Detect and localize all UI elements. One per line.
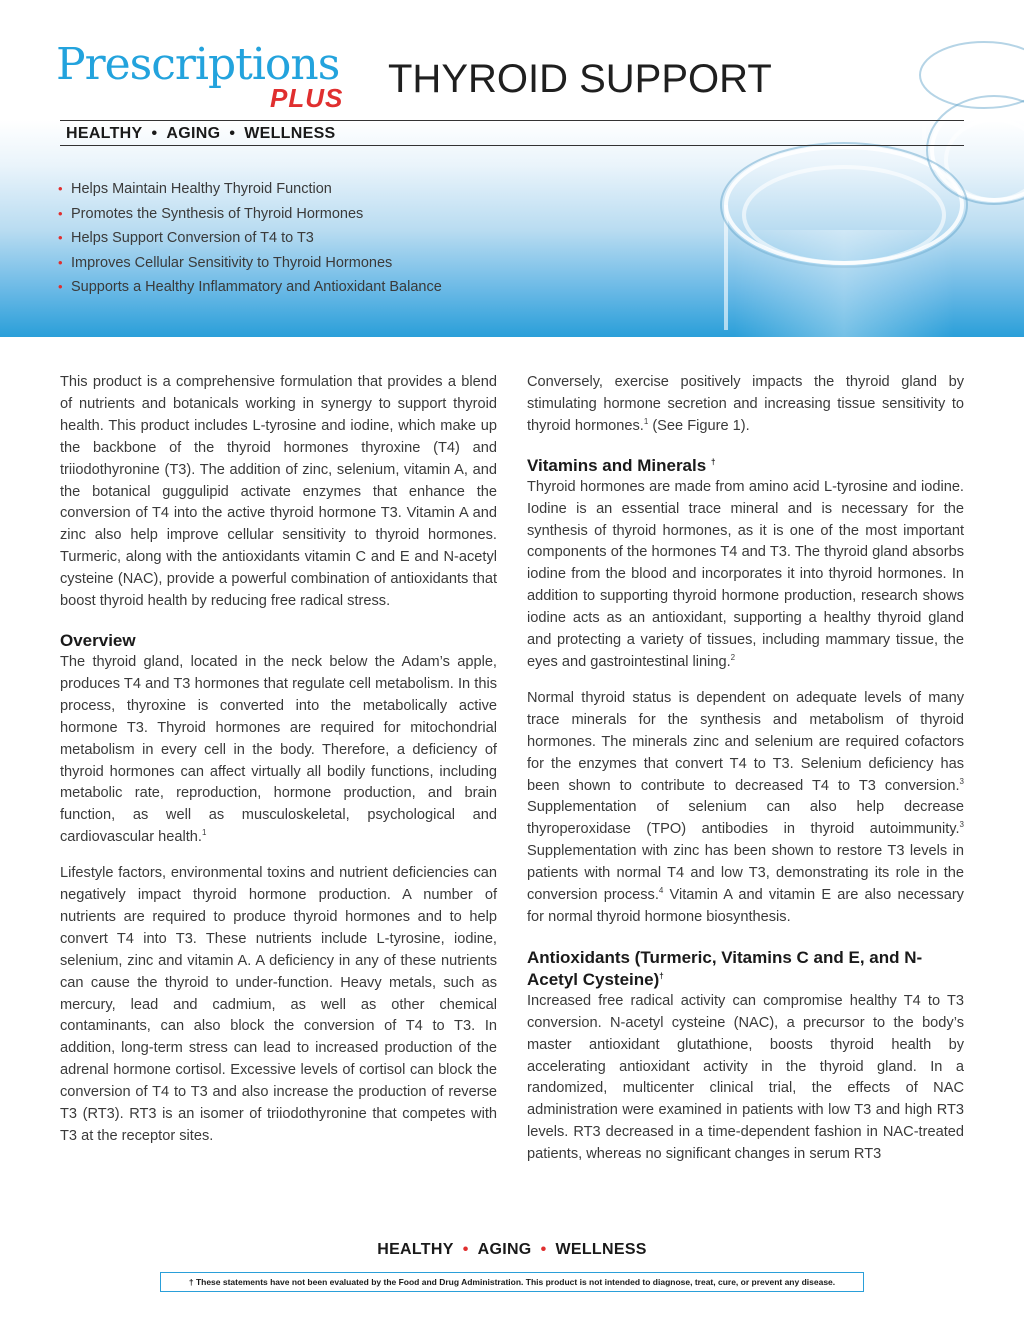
page-title: THYROID SUPPORT (388, 57, 772, 101)
tagline-aging: AGING (166, 125, 221, 142)
benefit-item: • Supports a Healthy Inflammatory and Antioxidant Balance (58, 275, 442, 300)
divider-top (60, 120, 964, 121)
reference-marker: 3 (959, 776, 964, 786)
antioxidants-heading: Antioxidants (Turmeric, Vitamins C and E, and N-Acetyl Cysteine)† (527, 947, 923, 989)
footer-separator: • (462, 1241, 469, 1258)
logo-wordmark: Prescriptions (56, 39, 340, 90)
bullet-icon: • (58, 254, 63, 270)
dagger-marker: † (710, 457, 716, 467)
divider-bottom (60, 145, 964, 146)
footer-tagline (0, 1240, 1024, 1260)
benefits-list (58, 177, 442, 300)
antioxidants-paragraph-1: Increased free radical activity can compromise healthy T4 to T3 conversion. N-acetyl cysteine (NAC), a precursor to the body’s master antioxidant glutathione, boosts thyroid health by accelerating antioxidant activity in the thyroid gland. In a randomized, multicenter clinical trial, the effects of NAC administration were examined in patients with low T3 and high RT3 levels. RT3 decreased in a time-dependent fashion in NAC-treated patients, whereas no significant changes in serum RT3 (527, 992, 964, 1163)
overview-paragraph-1: The thyroid gland, located in the neck below the Adam’s apple, produces T4 and T3 hormones that regulate cell metabolism. In this process, thyroxine is converted into the metabolically active hormone T3. Thyroid hormones are required for mitochondrial metabolism in every cell in the body. Therefore, a deficiency of thyroid hormones can affect virtually all bodily functions, including metabolic rate, reproduction, hormone production, and brain function, as well as musculoskeletal, psychological and cardiovascular health.$^1$ (60, 653, 497, 846)
footer-healthy: HEALTHY (377, 1241, 454, 1258)
footer-wellness: WELLNESS (555, 1241, 647, 1258)
reference-marker: 3 (959, 820, 964, 830)
tagline-separator: • (229, 125, 236, 142)
benefit-item: • Helps Maintain Healthy Thyroid Function (58, 177, 442, 202)
footer-separator: • (540, 1241, 547, 1258)
tagline-healthy: HEALTHY (66, 125, 143, 142)
logo-plus: PLUS (270, 83, 344, 113)
tagline-separator: • (151, 125, 158, 142)
overview-paragraph-2: Lifestyle factors, environmental toxins and nutrient deficiencies can negatively impact thyroid hormone production. A number of nutrients are required to produce thyroid hormones and to help convert T4 into T3. These nutrients include L-tyrosine, iodine, selenium, zinc and vitamin A. A deficiency in any of these nutrients can cause the thyroid to under-function. Heavy metals, such as mercury, lead and cadmium, as well as other chemical contaminants, can also block the conversion of T4 to T3. In addition, long-term stress can lead to increased production of the adrenal hormone cortisol. Excessive levels of cortisol can block the conversion of T4 to T3 and also increase the production of reverse T3 (RT3). RT3 is an isomer of triiodothyronine that competes with T3 at the receptor sites. (60, 865, 497, 1144)
reference-marker: 4 (658, 886, 664, 896)
reference-marker: 2 (730, 653, 736, 663)
right-column (527, 372, 964, 1180)
bullet-icon: • (58, 205, 63, 221)
tagline-wellness: WELLNESS (244, 125, 336, 142)
bullet-icon: • (58, 230, 63, 245)
test-tubes-image (694, 0, 1024, 337)
reference-marker: 1 (201, 828, 207, 838)
intro-paragraph: This product is a comprehensive formulation that provides a blend of nutrients and botanicals working in synergy to support thyroid health. This product includes L-tyrosine and iodine, which make up the backbone of the thyroid hormones thyroxine (T4) and triiodothyronine (T3). The addition of zinc, selenium, vitamin A, and the botanical guggulipid activate enzymes that enhance the conversion of T4 into the active thyroid hormone T3. Vitamin A and zinc also help improve cellular sensitivity to thyroid hormones. Turmeric, along with the antioxidants vitamin C and E and N-acetyl cysteine (NAC), provide a powerful combination of antioxidants that boost thyroid health by reducing free radical stress. (60, 374, 497, 610)
benefit-item: • Improves Cellular Sensitivity to Thyroid Hormones (58, 251, 442, 276)
brand-logo (56, 40, 356, 116)
footer-aging: AGING (477, 1241, 532, 1258)
header-band (0, 0, 1024, 337)
vitamins-paragraph-1: Thyroid hormones are made from amino acid L-tyrosine and iodine. Iodine is an essential trace mineral and is necessary for the synthesis of thyroid hormones, as it is one of the most important components of the hormones T4 and T3. The thyroid gland absorbs iodine from the blood and incorporates it into thyroid hormones. In addition to supporting thyroid hormone production, research shows iodine acts as an antioxidant, supporting a healthy thyroid gland and protecting a variety of tissues, including mammary tissue, the eyes and gastrointestinal lining.$^2$ (527, 478, 964, 670)
vitamins-heading: Vitamins and Minerals † (527, 455, 716, 475)
overview-heading: Overview (60, 630, 136, 650)
left-column (60, 372, 497, 1162)
exercise-paragraph: Conversely, exercise positively impacts the thyroid gland by stimulating hormone secretion and increasing tissue sensitivity to thyroid hormones.$^1$ (See Figure 1). (527, 374, 964, 434)
reference-marker: 1 (643, 416, 649, 426)
bullet-icon: • (58, 279, 63, 294)
bullet-icon: • (58, 181, 63, 196)
fda-disclaimer: † These statements have not been evaluated by the Food and Drug Administration. This product is not intended to diagnose, treat, cure, or prevent any disease. (160, 1272, 864, 1292)
vitamins-paragraph-2: Normal thyroid status is dependent on adequate levels of many trace minerals for the synthesis and metabolism of thyroid hormones. The minerals zinc and selenium are required cofactors for the enzymes that convert T4 to T3. Selenium deficiency has been shown to contribute to decreased T4 to T3 conversion.$^3$ Supplementation of selenium can also help decrease thyroperoxidase (TPO) antibodies in thyroid autoimmunity.$^3$ Supplementation with zinc has been shown to restore T3 levels in patients with normal T4 and low T3, demonstrating its role in the conversion process.$^4$ Vitamin A and vitamin E are also necessary for normal thyroid hormone biosynthesis. (527, 689, 964, 925)
dagger-marker: † (659, 971, 664, 981)
benefit-item: • Helps Support Conversion of T4 to T3 (58, 226, 442, 251)
benefit-item: • Promotes the Synthesis of Thyroid Hormones (58, 202, 442, 227)
header-tagline (66, 124, 336, 144)
